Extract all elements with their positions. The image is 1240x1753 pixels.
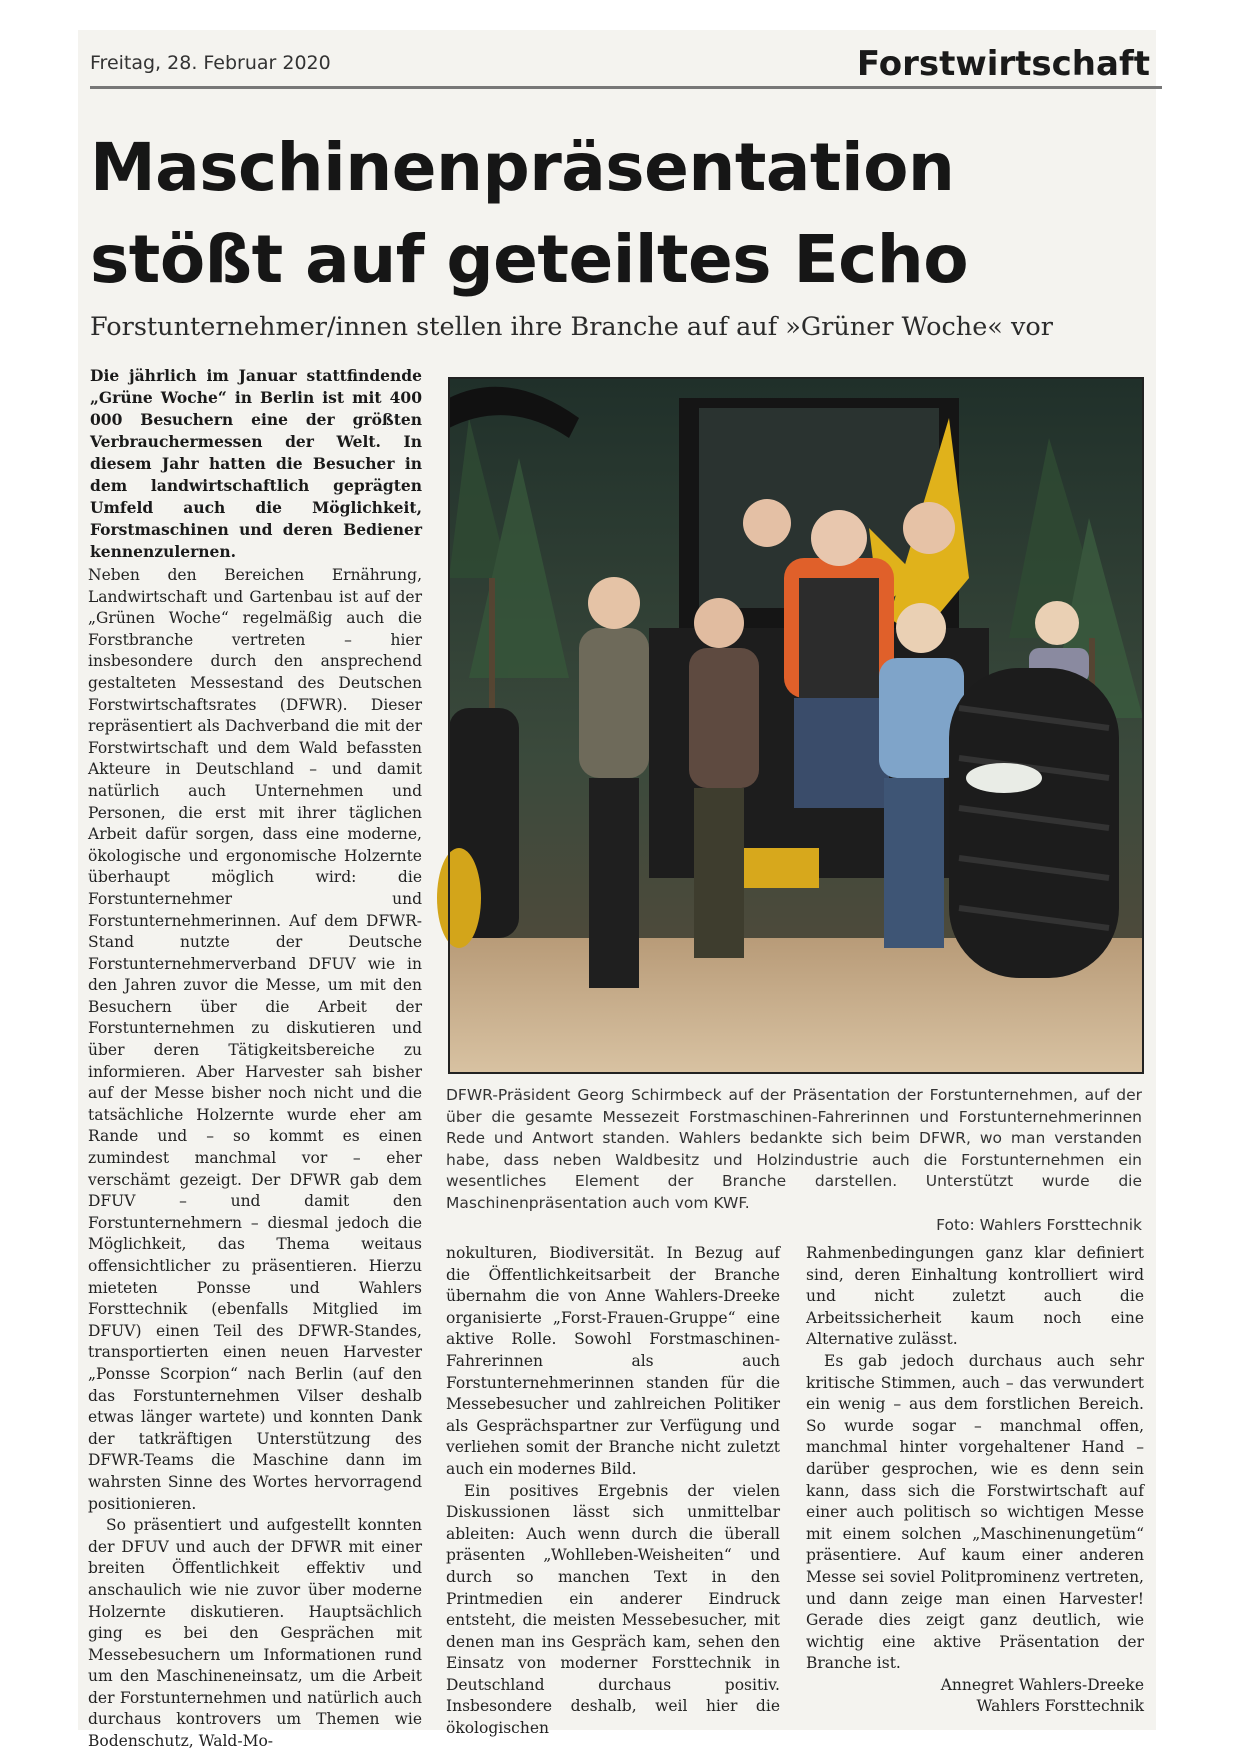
tire-icon (949, 668, 1119, 978)
paragraph: nokulturen, Biodiversität. In Bezug auf die Öffentlichkeitsarbeit der Branche übernahm die von Anne Wahlers-Dreeke organisierte „Forst-Frauen-Gruppe“ eine aktive Rolle. Sowohl Forstmaschinen-Fahrerinnen als auch Forstunternehmerinnen standen für die Messebesucher und zahlreichen Politiker als Gesprächspartner zur Verfügung und verliehen somit der Branche nicht zuletzt auch ein modernes Bild. (446, 1244, 780, 1478)
caption-text: DFWR-Präsident Georg Schirmbeck auf der Präsentation der Forstunternehmen, auf der über die gesamte Messezeit Forstmaschinen-Fahrerinnen und Forstunternehmerinnen Rede und Antwort standen. Wahlers bedankte sich beim DFWR, wo man verstanden habe, dass neben Waldbesitz und Holzindustrie auch die Forstunternehmen ein wesentliches Element der Branche darstellen. Unterstützt wurde die Maschinenpräsentation auch vom KWF. (446, 1086, 1142, 1212)
issue-date: Freitag, 28. Februar 2020 (90, 52, 331, 74)
headline (90, 122, 1090, 306)
section-title: Forstwirtschaft (856, 44, 1150, 84)
article-photo (448, 377, 1144, 1074)
photo-caption (446, 1085, 1142, 1236)
paragraph: Es gab jedoch durchaus auch sehr kritische Stimmen, auch – das verwundert ein wenig – aus dem forstlichen Bereich. So wurde sogar – manchmal offen, manchmal hinter vorgehaltener Hand – darüber gesprochen, wie es denn sein kann, dass sich die Forstwirtschaft auf einer auch politisch so wichtigen Messe mit einem solchen „Maschinenungetüm“ präsentiere. Auf kaum einer anderen Messe sei soviel Politprominenz vertreten, und dann zeige man einen Harvester! Gerade dies zeigt ganz deutlich, wie wichtig eine aktive Präsentation der Branche ist. (806, 1351, 1144, 1673)
photo-credit: Foto: Wahlers Forsttechnik (936, 1215, 1142, 1234)
text-column-1 (88, 565, 422, 1751)
harvester-group-photo (449, 378, 1143, 1073)
lead-paragraph: Die jährlich im Januar stattfindende „Grüne Woche“ in Berlin ist mit 400 000 Besuchern eine der größten Verbrauchermessen der Welt. In diesem Jahr hatten die Besucher in dem landwirtschaftlich geprägten Umfeld auch die Möglichkeit, Forstmaschinen und deren Bediener kennenzulernen. (90, 366, 422, 561)
header-rule (90, 86, 1162, 89)
paragraph: Ein positives Ergebnis der vielen Diskussionen lässt sich unmittelbar ableiten: Auch wenn durch die überall präsenten „Wohlleben-Weisheiten“ und durch so manchen Text in den Printmedien ein anderer Eindruck entsteht, die meisten Messebesucher, mit denen man ins Gespräch kam, sehen den Einsatz von moderner Forsttechnik in Deutschland durchaus positiv. Insbesondere deshalb, weil hier die ökologischen (446, 1481, 780, 1738)
headline-line-1: Maschinenpräsentation (90, 129, 955, 206)
paragraph: Rahmenbedingungen ganz klar definiert sind, deren Einhaltung kontrolliert wird und nicht zuletzt auch die Arbeitssicherheit kaum noch eine Alternative zulässt. (806, 1244, 1144, 1349)
author-name: Annegret Wahlers-Dreeke (940, 1675, 1144, 1694)
headline-line-2: stößt auf geteiltes Echo (90, 221, 969, 298)
paragraph: Neben den Bereichen Ernährung, Landwirtschaft und Gartenbau ist auf der „Grünen Woche“ regelmäßig auch die Forstbranche vertreten – hier insbesondere durch den ansprechend gestalteten Messestand des Deutschen Forstwirtschaftsrates (DFWR). Dieser repräsentiert als Dachverband die mit der Forstwirtschaft und dem Wald befassten Akteure in Deutschland – und damit natürlich auch Unternehmen und Personen, die erst mit ihrer täglichen Arbeit dafür sorgen, dass eine moderne, ökologische und ergonomische Holzernte überhaupt möglich wird: die Forstunternehmer und Forstunternehmerinnen. Auf dem DFWR-Stand nutzte der Deutsche Forstunternehmerverband DFUV wie in den Jahren zuvor die Messe, um mit den Besuchern über die Arbeit der Forstunternehmen zu diskutieren und über deren Tätigkeitsbereiche zu informieren. Aber Harvester sah bisher auf der Messe bisher noch nicht und die tatsächliche Holzernte wurde eher am Rande und – so kommt es einen zumindest manchmal vor – eher verschämt gezeigt. Der DFWR gab dem DFUV – und damit den Forstunternehmern – diesmal jedoch die Möglichkeit, das Thema weitaus offensichtlicher zu präsentieren. Hierzu mieteten Ponsse und Wahlers Forsttechnik (ebenfalls Mitglied im DFUV) einen Teil des DFWR-Standes, transportierten einen neuen Harvester „Ponsse Scorpion“ nach Berlin (auf den das Forstunternehmen Vilser deshalb etwas länger wartete) und konnten Dank der tatkräftigen Unterstützung des DFWR-Teams die Maschine dann im wahrsten Sinne des Wortes hervorragend positionieren. (88, 566, 422, 1513)
author-organization: Wahlers Forsttechnik (976, 1697, 1144, 1716)
text-column-3 (806, 1243, 1144, 1723)
paragraph: So präsentiert und aufgestellt konnten der DFUV und auch der DFWR mit einer breiten Öffentlichkeit effektiv und anschaulich wie nie zuvor über moderne Holzernte diskutieren. Hauptsächlich ging es bei den Gesprächen mit Messebesuchern um Informationen rund um den Maschineneinsatz, um die Arbeit der Forstunternehmen und natürlich auch durchaus kontrovers um Themen wie Bodenschutz, Wald-Mo- (88, 1516, 422, 1751)
subheadline: Forstunternehmer/innen stellen ihre Branche auf auf »Grüner Woche« vor (90, 312, 1053, 342)
text-column-2 (446, 1243, 780, 1738)
